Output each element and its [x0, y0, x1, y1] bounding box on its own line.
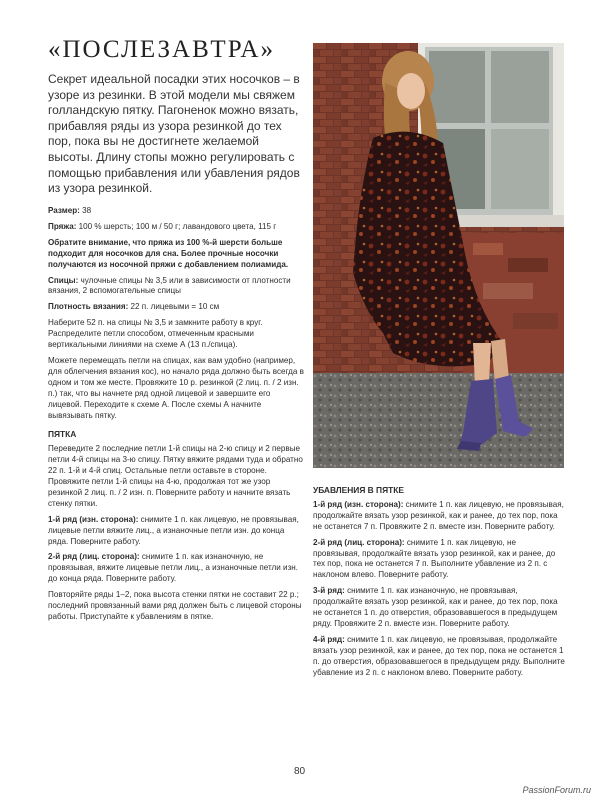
page-number: 80: [293, 766, 306, 777]
decrease-row-1-label: 1-й ряд (изн. сторона):: [313, 499, 404, 509]
model-photo: [313, 43, 564, 468]
heel-row-2-text: снимите 1 п. как изнаночную, не провязывая, вяжите лицевые петли лиц., а изнаночные петли изн. до конца ряда. Поверните работу.: [48, 552, 298, 584]
right-column: [313, 477, 565, 684]
decrease-row-4: [313, 635, 565, 679]
photo-illustration: [313, 43, 564, 468]
size-value: 38: [79, 206, 92, 215]
decrease-row-2: [313, 538, 565, 582]
gauge-value: 22 п. лицевыми = 10 см: [128, 302, 220, 312]
needles-label: Спицы:: [48, 275, 79, 285]
heel-row-2-label: 2-й ряд (лиц. сторона):: [48, 552, 140, 562]
decrease-row-1-text: снимите 1 п. как лицевую, не провязывая, продолжайте вязать узор резинкой, как и ранее, до тех пор, пока не останется 7 п. Провяжите 2 п. вместе изн. Поверните работу.: [313, 499, 564, 531]
needles-value: чулочные спицы № 3,5 или в зависимости от плотности вязания, 2 вспомогательные спицы: [48, 275, 291, 296]
decrease-row-4-label: 4-й ряд:: [313, 634, 345, 644]
gauge-line: [48, 302, 306, 313]
yarn-value: 100 % шерсть; 100 м / 50 г; лавандового цвета, 115 г: [76, 221, 277, 231]
yarn-note: Обратите внимание, что пряжа из 100 %-й шерсти больше подходит для носочков для сна. Более прочные носочки получаются из носочной пряжи с добавлением полиамида.: [48, 237, 289, 269]
yarn-label: Пряжа:: [48, 221, 77, 231]
heel-intro-paragraph: Переведите 2 последние петли 1-й спицы на 2-ю спицу и 2 первые петли 4-й спицы на 3-ю спицу. Пятку вяжите рядами туда и обратно 22 п. 1-й и 4-й спиц. Остальные петли оставьте в стороне. Провяжите петли 1-й спицы на 4-ю, продолжая тот же узор резинкой 2 лиц. п. / 2 изн. п. Поверните работу и начните вязать стенку пятки.: [48, 444, 303, 508]
yarn-line: [48, 222, 306, 233]
cast-on-paragraph: Наберите 52 п. на спицы № 3,5 и замкните работу в круг. Распределите петли способом, отмеченным красными вертикальными линиями на схеме А (13 п./спица).: [48, 318, 263, 350]
decrease-row-2-text: снимите 1 п. как лицевую, не провязывая, продолжайте вязать узор резинкой, как и ранее, до тех пор, пока не останется 7 п. Выполните убавление из 2 п. с наклоном влево. Поверните работу.: [313, 537, 556, 580]
intro-paragraph: Секрет идеальной посадки этих носочков – в узоре из резинки. В этой модели мы свяжем голландскую пятку. Пагоненок можно вязать, прибавляя ряды из узора резинкой до тех пор, пока вы не достигнете желаемой высоты. Длину стопы можно регулировать с помощью прибавления или убавления рядов из узора резинкой.: [48, 72, 300, 196]
heel-row-1: [48, 515, 306, 548]
decrease-row-3-label: 3-й ряд:: [313, 586, 345, 596]
heel-row-2: [48, 552, 306, 585]
heel-row-1-label: 1-й ряд (изн. сторона):: [48, 514, 139, 524]
decrease-row-4-text: снимите 1 п. как лицевую, не провязывая, продолжайте вязать узор резинкой, как и ранее, до тех пор, пока не останется 1 п. до отверстия, образовавшегося в предыдущем ряду. Выполните убавление из 2 п. с наклоном влево. Поверните работу.: [313, 634, 565, 677]
heel-repeat-paragraph: Повторяйте ряды 1–2, пока высота стенки пятки не составит 22 р.; последний провязанный вами ряд должен быть с лицевой стороны работы. Приступайте к убавлениям в пятке.: [48, 590, 302, 621]
needles-line: [48, 276, 306, 298]
watermark: PassionForum.ru: [522, 785, 591, 795]
gauge-label: Плотность вязания:: [48, 302, 129, 312]
left-column: [48, 206, 306, 628]
decrease-row-3-text: снимите 1 п. как изнаночную, не провязывая, продолжайте вязать узор резинкой, как и ранее, до тех пор, пока не останется 1 п. до отверстия, образовавшегося в предыдущем ряду. Провяжите 2 п. вместе изн. Поверните работу.: [313, 586, 558, 628]
page-title: «ПОСЛЕЗАВТРА»: [48, 36, 275, 63]
size-label: Размер:: [48, 206, 80, 215]
move-stitches-paragraph: Можете перемещать петли на спицах, как вам удобно (например, для облегчения вязания кос), но начало ряда должно быть всегда в одном и том же месте. Провяжите 10 р. резинкой (2 лиц. п. / 2 изн. п.) так, что вы начнете ряд одной лицевой и завершите его лицевой. Переходите к схеме А. После схемы А начните вывязывать пятку.: [48, 355, 304, 420]
decrease-row-3: [313, 586, 565, 630]
heel-row-1-text: снимите 1 п. как лицевую, не провязывая, лицевые петли вяжите лиц., а изнаночные петли изн. до конца ряда. Поверните работу.: [48, 514, 299, 546]
heel-decrease-heading: УБАВЛЕНИЯ В ПЯТКЕ: [313, 485, 404, 495]
heel-heading: ПЯТКА: [48, 429, 77, 440]
decrease-row-2-label: 2-й ряд (лиц. сторона):: [313, 537, 405, 547]
size-line: [48, 206, 306, 217]
decrease-row-1: [313, 500, 565, 533]
